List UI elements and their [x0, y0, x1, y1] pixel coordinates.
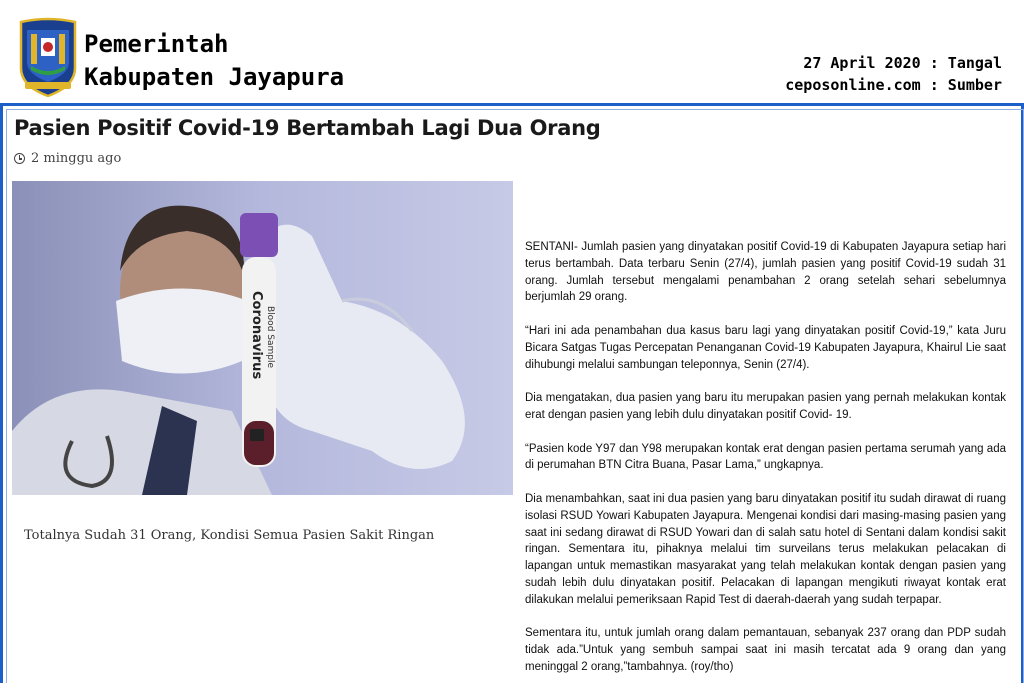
time-ago: 2 minggu ago: [31, 151, 122, 166]
clipping-meta: [785, 52, 1002, 96]
clock-icon: [14, 153, 25, 164]
date-value: 27 April 2020: [803, 54, 921, 72]
article-paragraph: Sementara itu, untuk jumlah orang dalam pemantauan, sebanyak 237 orang dan PDP sudah tidak ada.”Untuk yang sembuh sampai saat ini masih tercatat ada 9 orang dan yang meninggal 2 orang,”tambahnya. (roy/tho): [525, 627, 1006, 673]
header: [0, 0, 1024, 103]
article-paragraph: Dia mengatakan, dua pasien yang baru itu merupakan pasien yang pernah melakukan kontak erat dengan pasien yang lebih dulu dinyatakan positif Covid- 19.: [525, 392, 1006, 421]
coronavirus-photo: [12, 181, 513, 495]
source-value: ceposonline.com: [785, 76, 921, 94]
date-row: [785, 52, 1002, 74]
source-label: : Sumber: [929, 76, 1002, 94]
tube-label-main: Coronavirus: [249, 291, 264, 380]
headline: Pasien Positif Covid-19 Bertambah Lagi Dua Orang: [14, 116, 601, 140]
photo-illustration: [12, 181, 513, 495]
org-line-2: Kabupaten Jayapura: [84, 63, 345, 91]
article-paragraph: “Hari ini ada penambahan dua kasus baru lagi yang dinyatakan positif Covid-19,” kata Juru Bicara Satgas Tugas Percepatan Penanganan Covid-19 Kabupaten Jayapura, Khairul Lie saat dihubungi melalui sambungan teleponnya, Senin (27/4).: [525, 324, 1006, 371]
source-row: [785, 74, 1002, 96]
article-body: [525, 239, 1006, 693]
article-paragraph: SENTANI- Jumlah pasien yang dinyatakan positif Covid-19 di Kabupaten Jayapura setiap hari terus bertambah. Data terbaru Senin (27/4), jumlah pasien yang positif Covid-19 sudah 31 orang. Jumlah tersebut mengalami penambahan 2 orang setelah sehari sebelumnya berjumlah 29 orang.: [525, 241, 1006, 304]
jayapura-emblem-icon: [17, 16, 79, 98]
organization-name: [84, 28, 344, 94]
article-paragraph: Dia menambahkan, saat ini dua pasien yang baru dinyatakan positif itu sudah dirawat di ruang isolasi RSUD Yowari Kabupaten Jayapura. Mengenai kondisi dari masing-masing pasien yang saat ini sedang dirawat di RSUD Yowari dan di salah satu hotel di Sentani dalam kondisi sakit ringan. Sementara itu, pihaknya melalui tim surveilans terus melakukan pelacakan di lapangan untuk memastikan masyarakat yang telah melakukan kontak dengan pasien yang sudah lebih dulu dinyatakan positif. Pelacakan di lapangan mengikuti riwayat kontak erat dilakukan melalui pemeriksaan Rapid Test di daerah-daerah yang sudah terpapar.: [525, 492, 1006, 606]
post-time: [14, 151, 121, 166]
photo-caption: Totalnya Sudah 31 Orang, Kondisi Semua Pasien Sakit Ringan: [24, 528, 435, 543]
tube-label-sub: Blood Sample: [265, 306, 275, 369]
article-paragraph: “Pasien kode Y97 dan Y98 merupakan kontak erat dengan pasien pertama serumah yang ada di perumahan BTN Citra Buana, Pasar Lama,” ungkapnya.: [525, 442, 1006, 472]
date-label: : Tangal: [929, 54, 1002, 72]
org-line-1: Pemerintah: [84, 30, 229, 58]
news-screenshot: [12, 114, 601, 546]
